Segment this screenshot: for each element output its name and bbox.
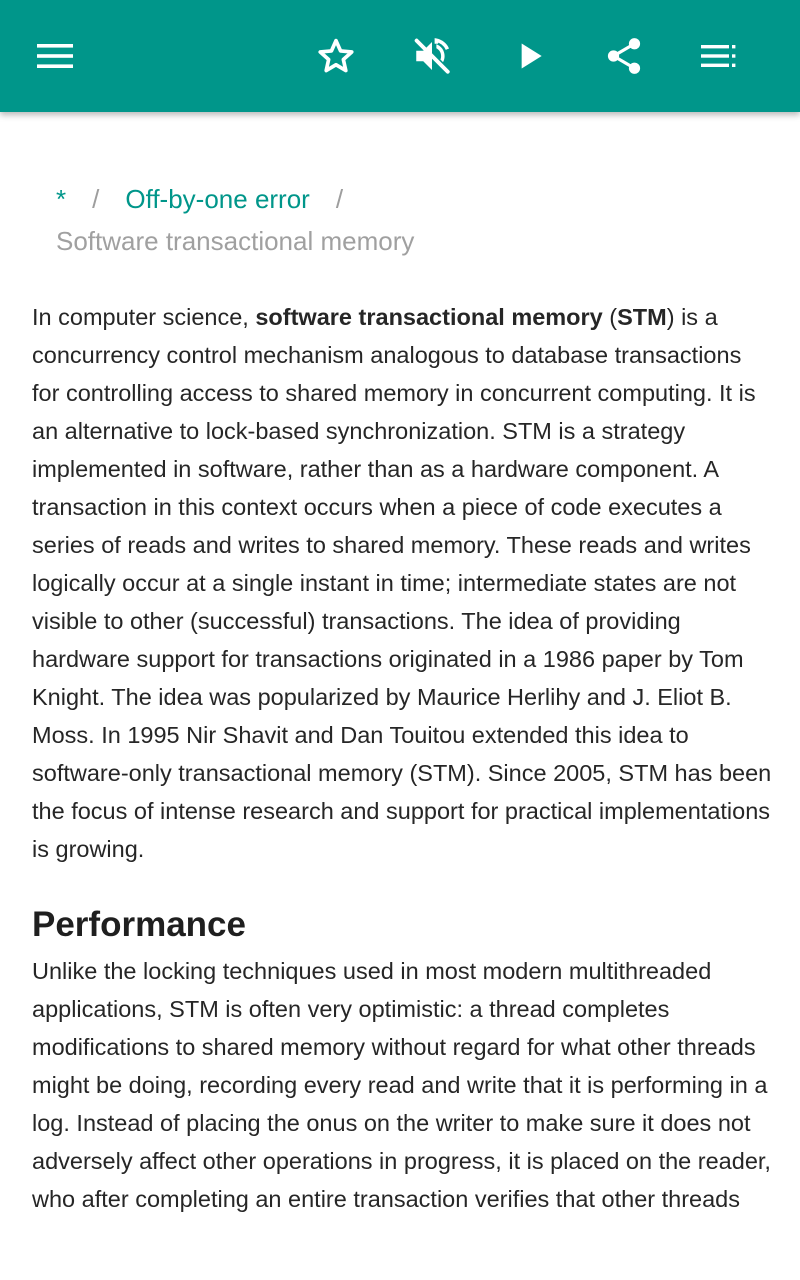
paren-open: ( [602, 304, 618, 330]
article-abbreviation: STM [617, 304, 667, 330]
section-paragraph: Unlike the locking techniques used in most modern multithreaded applications, STM is often very optimistic: a thread completes modifications to shared memory without regard for what other threads might be doing, recording every read and write that it is performing in a log. Instead of placing the onus on the writer to make sure it does not adversely affect other operations in progress, it is placed on the reader, who after completing an entire transaction verifies that other threads [32, 958, 771, 1212]
intro-paragraph [32, 298, 772, 868]
play-icon [510, 36, 550, 76]
article-body [32, 298, 772, 1218]
share-icon [603, 35, 645, 77]
table-of-contents-icon [700, 41, 740, 71]
breadcrumb-current-page: Software transactional memory [56, 226, 415, 256]
hamburger-menu-icon [37, 41, 75, 71]
play-button[interactable] [502, 28, 558, 84]
article-content [0, 112, 800, 1280]
star-outline-icon [315, 35, 357, 77]
intro-prefix: In computer science, [32, 304, 256, 330]
breadcrumb-separator: / [92, 184, 100, 214]
app-toolbar [0, 0, 800, 112]
breadcrumb-separator: / [335, 184, 344, 214]
section-heading: Performance [32, 905, 246, 944]
mute-button[interactable] [404, 28, 460, 84]
breadcrumb [56, 178, 756, 262]
contents-button[interactable] [692, 28, 748, 84]
favorite-button[interactable] [308, 28, 364, 84]
menu-button[interactable] [28, 28, 84, 84]
breadcrumb-root-link[interactable]: * [56, 184, 67, 214]
article-term: software transactional memory [255, 304, 603, 330]
share-button[interactable] [596, 28, 652, 84]
volume-off-icon [411, 35, 453, 77]
intro-rest: ) is a concurrency control mechanism analogous to database transactions for controlling access to shared memory in concurrent computing. It is an alternative to lock-based synchronization. STM is a strategy implemented in software, rather than as a hardware component. A transaction in this context occurs when a piece of code executes a series of reads and writes to shared memory. These reads and writes logically occur at a single instant in time; intermediate states are not visible to other (successful) transactions. The idea of providing hardware support for transactions originated in a 1986 paper by Tom Knight. The idea was popularized by Maurice Herlihy and J. Eliot B. Moss. In 1995 Nir Shavit and Dan Touitou extended this idea to software-only transactional memory (STM). Since 2005, STM has been the focus of intense research and support for practical implementations is growing. [32, 304, 772, 862]
breadcrumb-parent-link[interactable]: Off-by-one error [125, 184, 310, 214]
